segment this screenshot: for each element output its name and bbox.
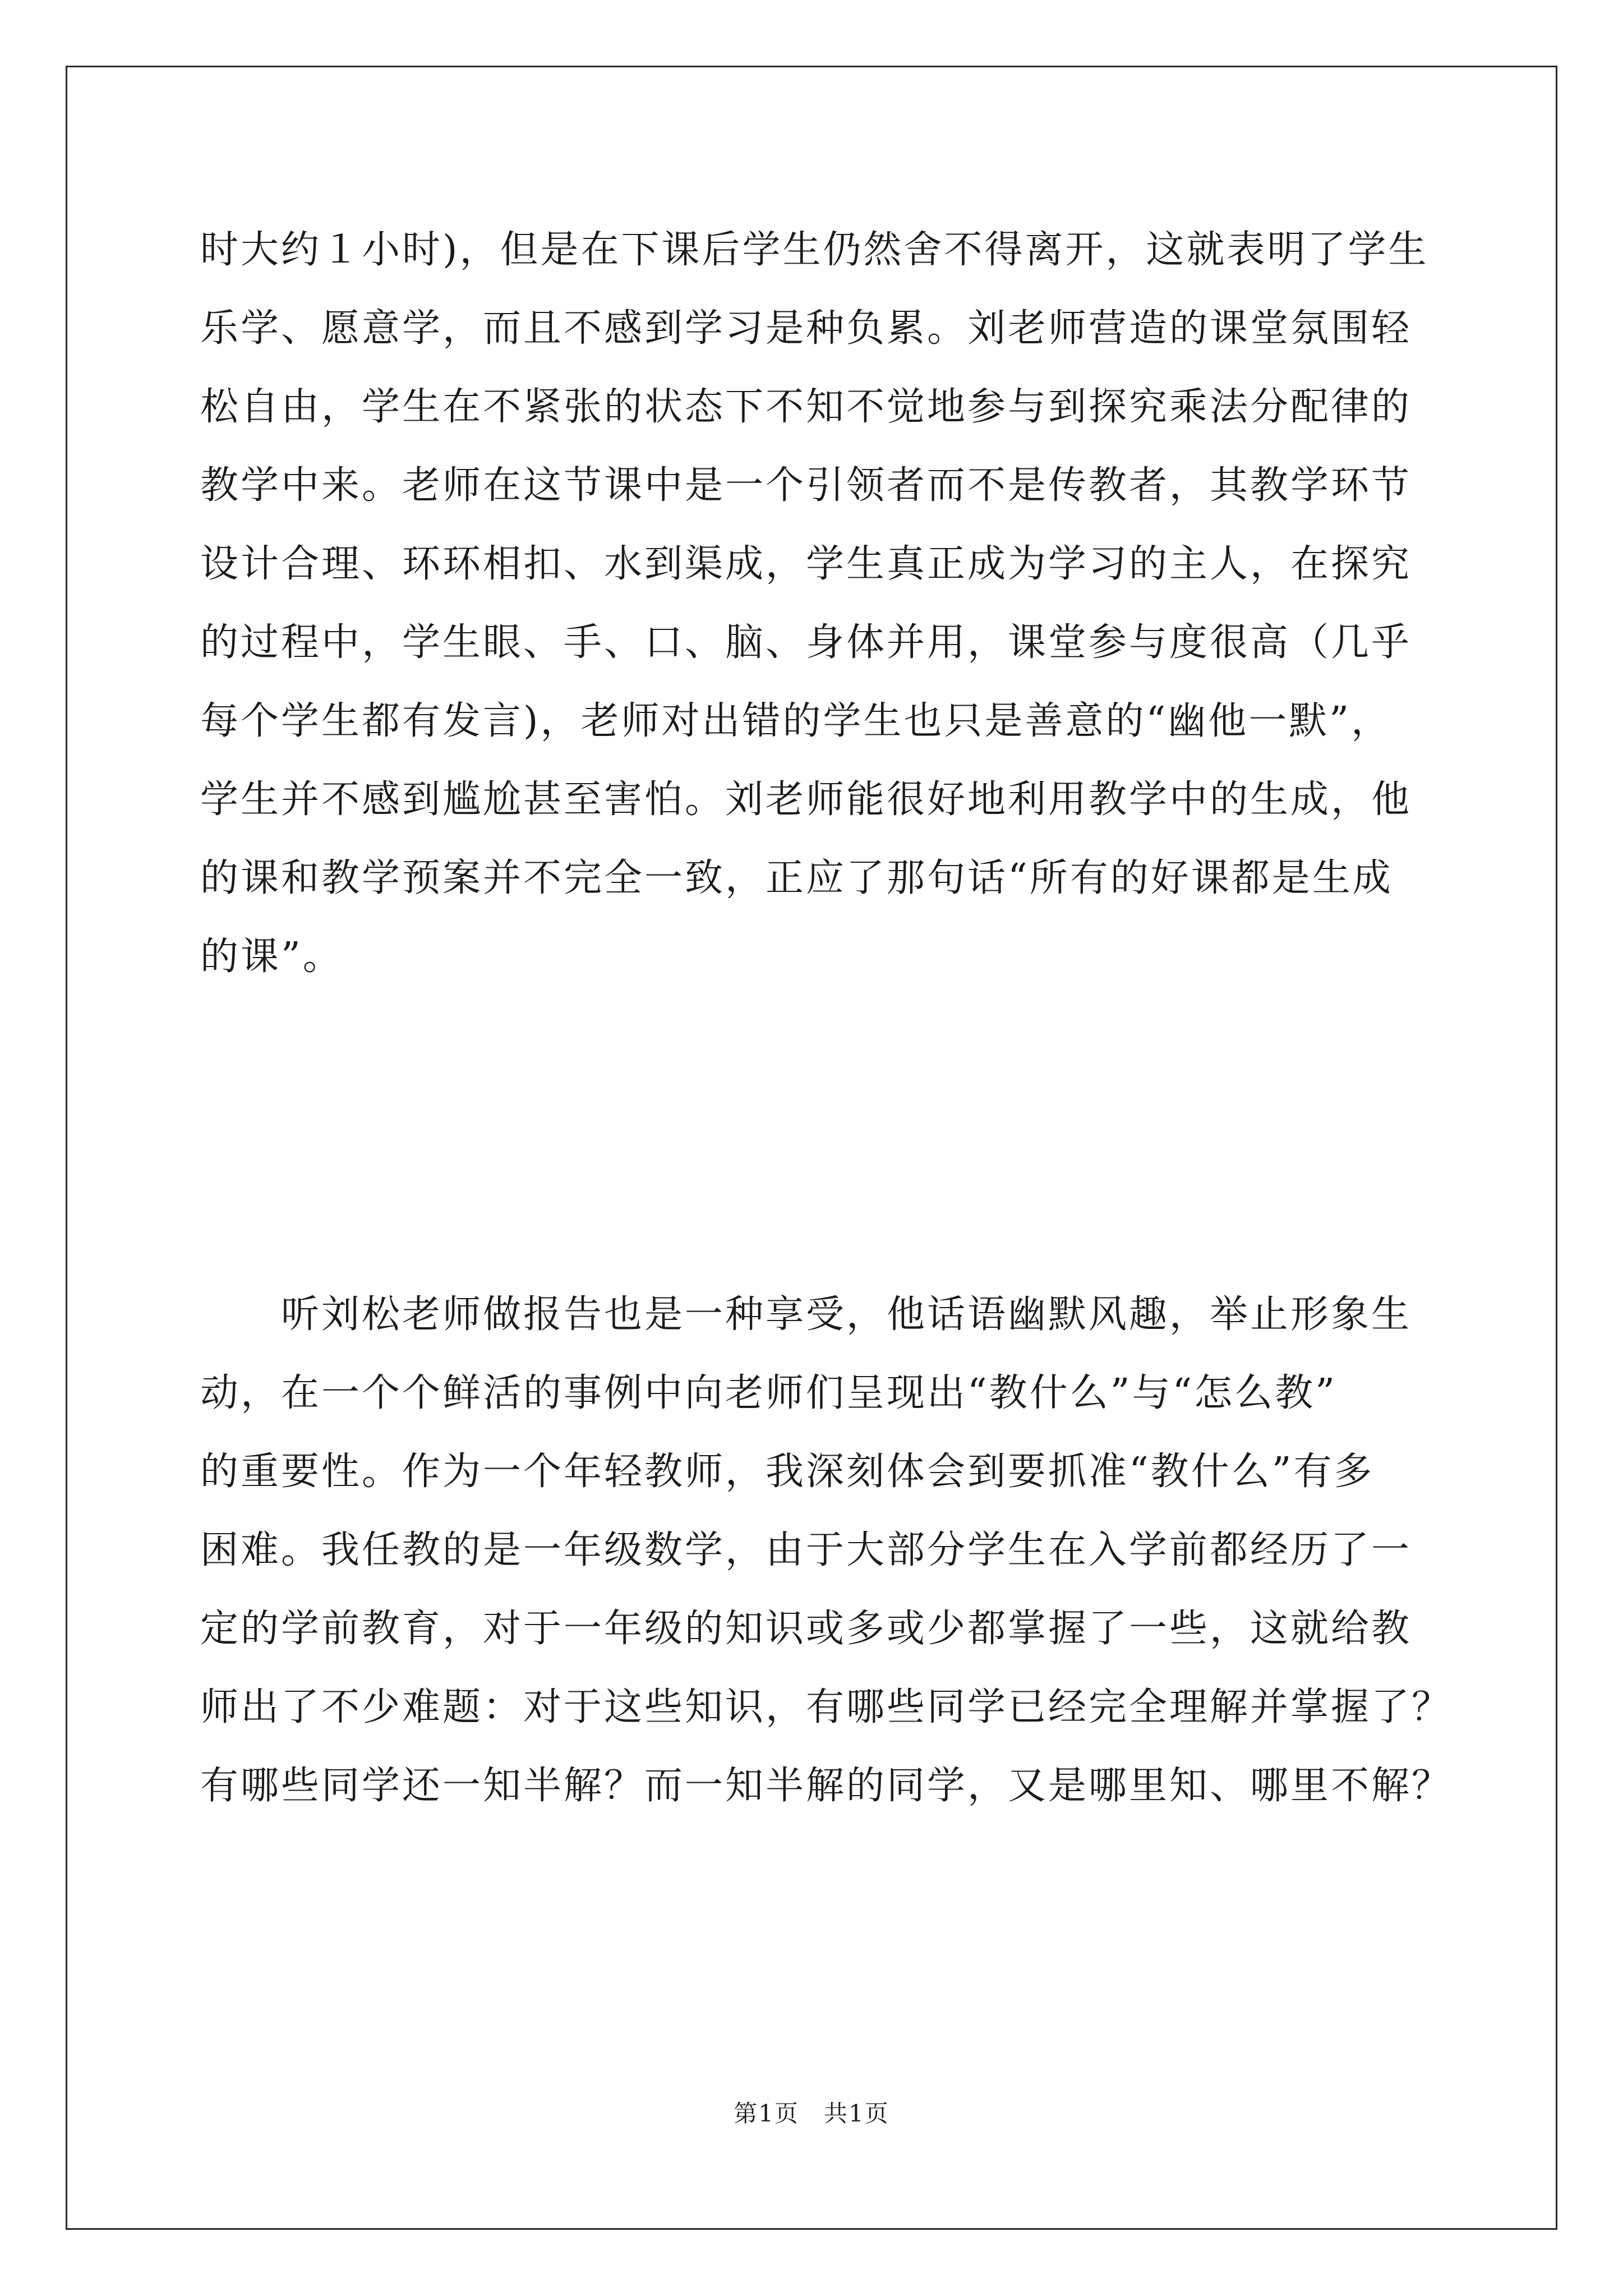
text-line: 的过程中，学生眼、手、口、脑、身体并用，课堂参与度很高（几乎 bbox=[200, 620, 1412, 665]
text-line: 困难。我任教的是一年级数学，由于大部分学生在入学前都经历了一 bbox=[200, 1528, 1412, 1572]
text-line: 松自由，学生在不紧张的状态下不知不觉地参与到探究乘法分配律的 bbox=[200, 385, 1412, 429]
text-line: 的重要性。作为一个年轻教师，我深刻体会到要抓准“教什么”有多 bbox=[200, 1450, 1375, 1494]
text-line: 教学中来。老师在这节课中是一个引领者而不是传教者，其教学环节 bbox=[200, 463, 1412, 508]
text-line: 有哪些同学还一知半解？而一知半解的同学，又是哪里知、哪里不解？ bbox=[200, 1764, 1453, 1808]
text-line: 动，在一个个鲜活的事例中向老师们呈现出“教什么”与“怎么教” bbox=[200, 1371, 1338, 1415]
text-line: 的课和教学预案并不完全一致，正应了那句话“所有的好课都是生成 bbox=[200, 856, 1393, 900]
page-number: 第1页 共1页 bbox=[734, 2100, 889, 2127]
text-line: 时大约１小时)，但是在下课后学生仍然舍不得离开，这就表明了学生 bbox=[200, 228, 1429, 272]
text-line: 每个学生都有发言)，老师对出错的学生也只是善意的“幽他一默”， bbox=[200, 699, 1392, 743]
text-line: 乐学、愿意学，而且不感到学习是种负累。刘老师营造的课堂氛围轻 bbox=[200, 306, 1412, 351]
text-line: 的课”。 bbox=[200, 935, 343, 979]
text-line: 师出了不少难题：对于这些知识，有哪些同学已经完全理解并掌握了？ bbox=[200, 1685, 1453, 1729]
text-line: 设计合理、环环相扣、水到渠成，学生真正成为学习的主人，在探究 bbox=[200, 542, 1412, 586]
text-line: 定的学前教育，对于一年级的知识或多或少都掌握了一些，这就给教 bbox=[200, 1607, 1412, 1651]
text-line: 学生并不感到尴尬甚至害怕。刘老师能很好地利用教学中的生成，他 bbox=[200, 777, 1412, 822]
text-line: 听刘松老师做报告也是一种享受，他话语幽默风趣，举止形象生 bbox=[200, 1292, 1412, 1337]
